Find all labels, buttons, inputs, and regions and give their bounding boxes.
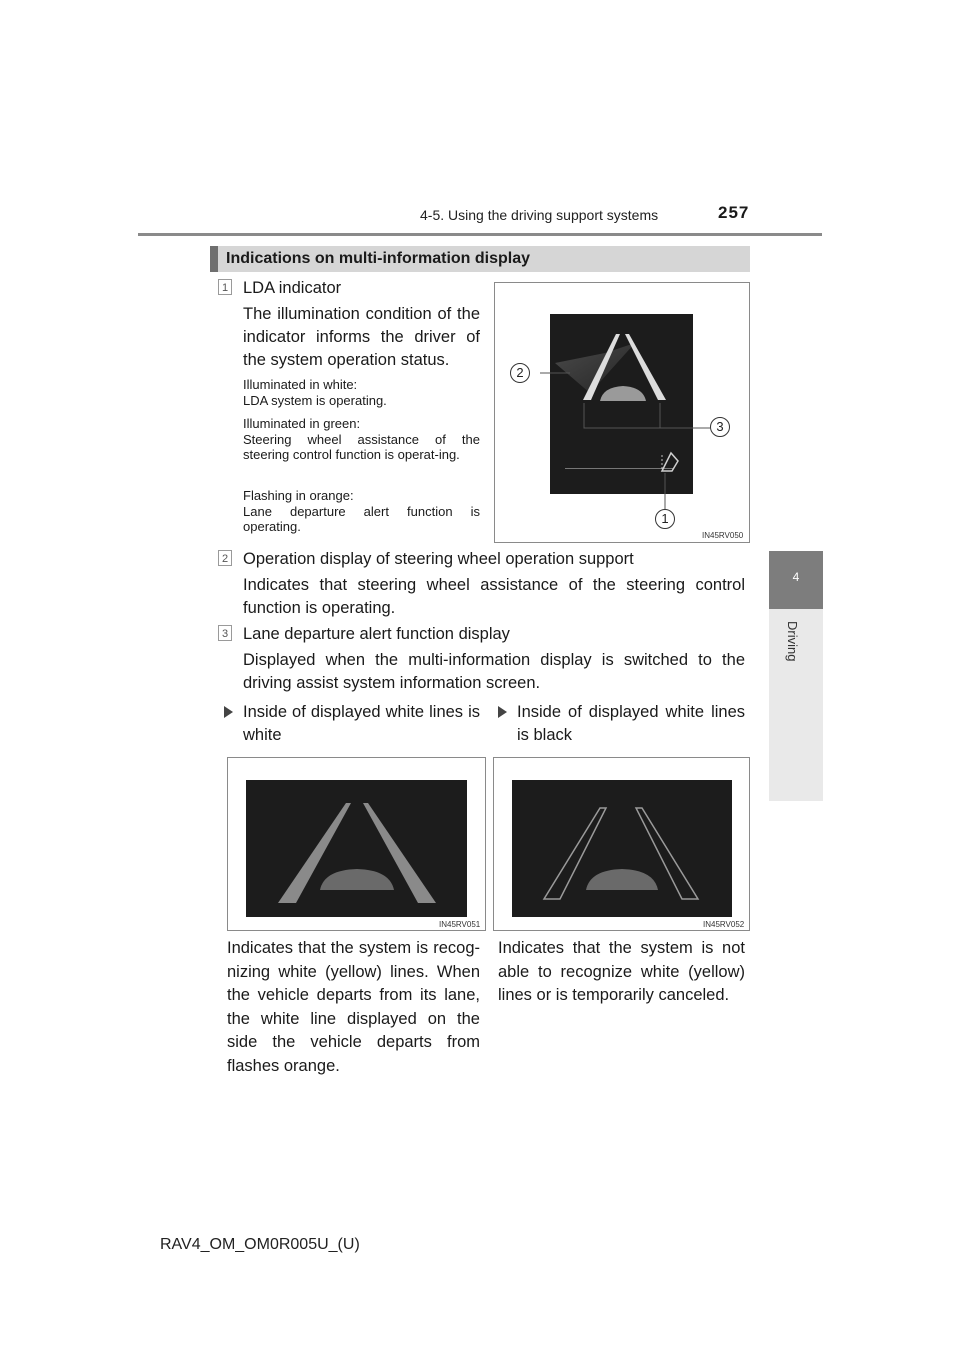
figure-code: IN45RV052 — [703, 920, 745, 929]
item-title: LDA indicator — [243, 279, 342, 297]
display-illustration — [495, 283, 749, 542]
header-rule — [138, 233, 822, 236]
callout-number: 2 — [510, 363, 530, 383]
chapter-tab — [769, 609, 823, 801]
divider — [565, 468, 673, 469]
state-text: LDA system is operating. — [243, 393, 387, 408]
lines-white-illustration — [228, 758, 485, 930]
display-screen — [246, 780, 467, 917]
figure-multi-information-display — [494, 282, 750, 543]
chapter-tab-number: 4 — [769, 551, 823, 609]
section-heading: Indications on multi-information display — [226, 250, 531, 267]
item-number-badge: 3 — [218, 625, 232, 641]
item-number-badge: 1 — [218, 279, 232, 295]
page-number: 257 — [718, 203, 750, 222]
bullet-description: Indicates that the system is not able to recognize white (yellow) lines or is temporarily canceled. — [498, 939, 745, 1004]
state-label: Flashing in orange: — [243, 488, 354, 503]
item-title: Operation display of steering wheel operation support — [243, 550, 634, 568]
state-text: Lane departure alert function is operating. — [243, 504, 480, 534]
item-title: Lane departure alert function display — [243, 625, 510, 643]
state-label: Illuminated in green: — [243, 416, 361, 431]
state-text: Steering wheel assistance of the steering control function is operat-ing. — [243, 432, 480, 462]
figure-lines-black — [493, 757, 750, 931]
figure-code: IN45RV051 — [439, 920, 481, 929]
lines-black-illustration — [494, 758, 749, 930]
display-screen — [550, 314, 693, 494]
figure-code: IN45RV050 — [702, 531, 744, 540]
chapter-tab-label: Driving — [785, 621, 800, 662]
item-description: The illumination condition of the indicator informs the driver of the system operation status. — [243, 305, 480, 369]
callout-number: 3 — [710, 417, 730, 437]
item-number-badge: 2 — [218, 550, 232, 566]
bullet-description: Indicates that the system is recog-nizing white (yellow) lines. When the vehicle departs from its lane, the white line displayed on the side the vehicle departs from flashes orange. — [227, 939, 480, 1075]
item-description: Indicates that steering wheel assistance of the steering control function is operating. — [243, 576, 745, 617]
section-heading-bar — [210, 246, 750, 272]
figure-lines-white — [227, 757, 486, 931]
state-label: Illuminated in white: — [243, 377, 358, 392]
header-section-title: 4-5. Using the driving support systems — [420, 207, 659, 223]
triangle-bullet-icon — [498, 706, 507, 718]
item-description: Displayed when the multi-information display is switched to the driving assist system information screen. — [243, 651, 745, 692]
triangle-bullet-icon — [224, 706, 233, 718]
footer-doc-code: RAV4_OM_OM0R005U_(U) — [160, 1236, 360, 1253]
callout-number: 1 — [655, 509, 675, 529]
